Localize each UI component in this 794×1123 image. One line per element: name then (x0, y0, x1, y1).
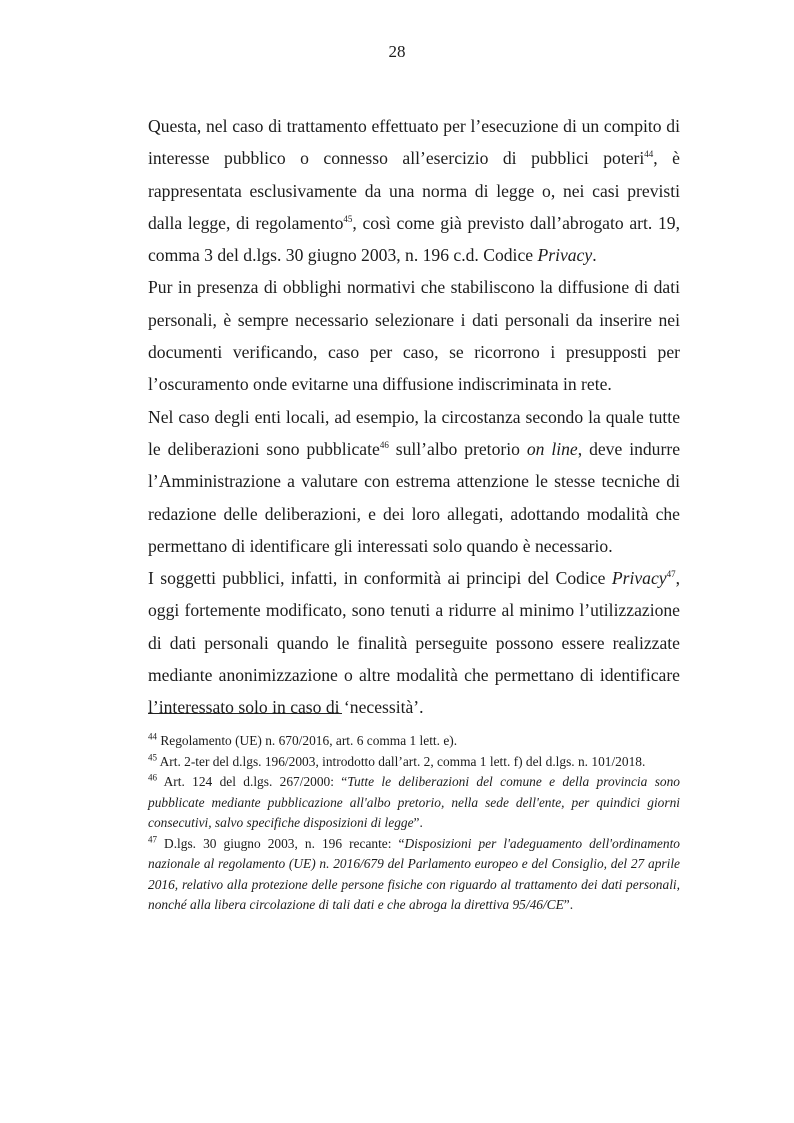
footnote-quote: Tutte le deliberazioni del comune e della provincia sono pubblicate mediante pubblicazione all'albo pretorio, nella sede dell'ente, per quindici giorni consecutivi, salvo specifiche disposizioni di legge (148, 774, 680, 830)
paragraph-text: Questa, nel caso di trattamento effettuato per l’esecuzione di un compito di interesse pubblico o connesso all’esercizio di pubblici poteri (148, 116, 680, 169)
footnote-text: ”. (413, 815, 423, 830)
italic-term: Privacy (611, 568, 667, 589)
footnote-text: Regolamento (UE) n. 670/2016, art. 6 comma 1 lett. e). (157, 733, 458, 748)
italic-term: on line (526, 438, 578, 459)
footnote-number: 47 (148, 834, 157, 845)
footnote-text: Art. 124 del d.lgs. 267/2000: “ (157, 774, 348, 789)
footnote-quote: Disposizioni per l'adeguamento dell'ordinamento nazionale al regolamento (UE) n. 2016/679 del Parlamento europeo e del Consiglio, del 27 aprile 2016, relativo alla protezione delle persone fisiche con riguardo al trattamento dei dati personali, nonché alla libera circolazione di tali dati e che abroga la direttiva 95/46/CE (148, 835, 680, 912)
paragraph-text: . (592, 245, 597, 266)
page-number: 28 (388, 42, 406, 61)
footnote-number: 45 (148, 752, 157, 763)
paragraph-3 (148, 401, 680, 562)
footnote-ref-46: 46 (379, 440, 389, 451)
footnote-46 (148, 772, 680, 834)
footnote-number: 46 (148, 772, 157, 783)
footnote-ref-44: 44 (644, 149, 654, 160)
footnote-text: Art. 2-ter del d.lgs. 196/2003, introdotto dall’art. 2, comma 1 lett. f) del d.lgs. n. 101/2018. (157, 753, 646, 769)
body-text (148, 110, 680, 724)
footnote-ref-47: 47 (666, 569, 676, 580)
paragraph-1 (148, 110, 680, 271)
paragraph-text: sull’albo pretorio (388, 438, 527, 459)
paragraph-text: Nel caso degli enti locali, ad esempio, la circostanza secondo la quale tutte le deliberazioni sono pubblicate (148, 406, 680, 459)
footnote-number: 44 (148, 731, 157, 742)
paragraph-text: , deve indurre l’Amministrazione a valutare con estrema attenzione le stesse tecniche di redazione delle deliberazioni, e dei loro allegati, adottando modalità che permettano di identificare gli interessati solo quando è necessario. (148, 438, 681, 556)
paragraph-text: , oggi fortemente modificato, sono tenuti a ridurre al minimo l’utilizzazione di dati personali quando le finalità perseguite possono essere realizzate mediante anonimizzazione o altre modalità che permettano di identificare l’interessato solo in caso di ‘necessità’. (148, 568, 680, 718)
paragraph-text: I soggetti pubblici, infatti, in conformità ai principi del Codice (148, 568, 612, 589)
footnote-text: D.lgs. 30 giugno 2003, n. 196 recante: “ (157, 835, 405, 851)
italic-term: Privacy (537, 245, 593, 266)
paragraph-text: , così come già previsto dall’abrogato art. 19, comma 3 del d.lgs. 30 giugno 2003, n. 196 c.d. Codice (148, 212, 680, 266)
footnote-45 (148, 752, 680, 773)
paragraph-2: Pur in presenza di obblighi normativi che stabiliscono la diffusione di dati personali, è sempre necessario selezionare i dati personali da inserire nei documenti verificando, caso per caso, se ricorrono i presupposti per l’oscuramento onde evitarne una diffusione indiscriminata in rete. (148, 277, 680, 395)
footnote-ref-45: 45 (343, 214, 353, 225)
footnote-47 (148, 834, 680, 916)
footnotes (148, 731, 680, 916)
footnote-text: ”. (563, 897, 574, 912)
paragraph-text: , è rappresentata esclusivamente da una norma di legge o, nei casi previsti dalla legge, di regolamento (148, 148, 680, 233)
footnote-44 (148, 731, 680, 752)
footnote-separator (148, 713, 342, 714)
paragraph-4 (148, 562, 680, 723)
